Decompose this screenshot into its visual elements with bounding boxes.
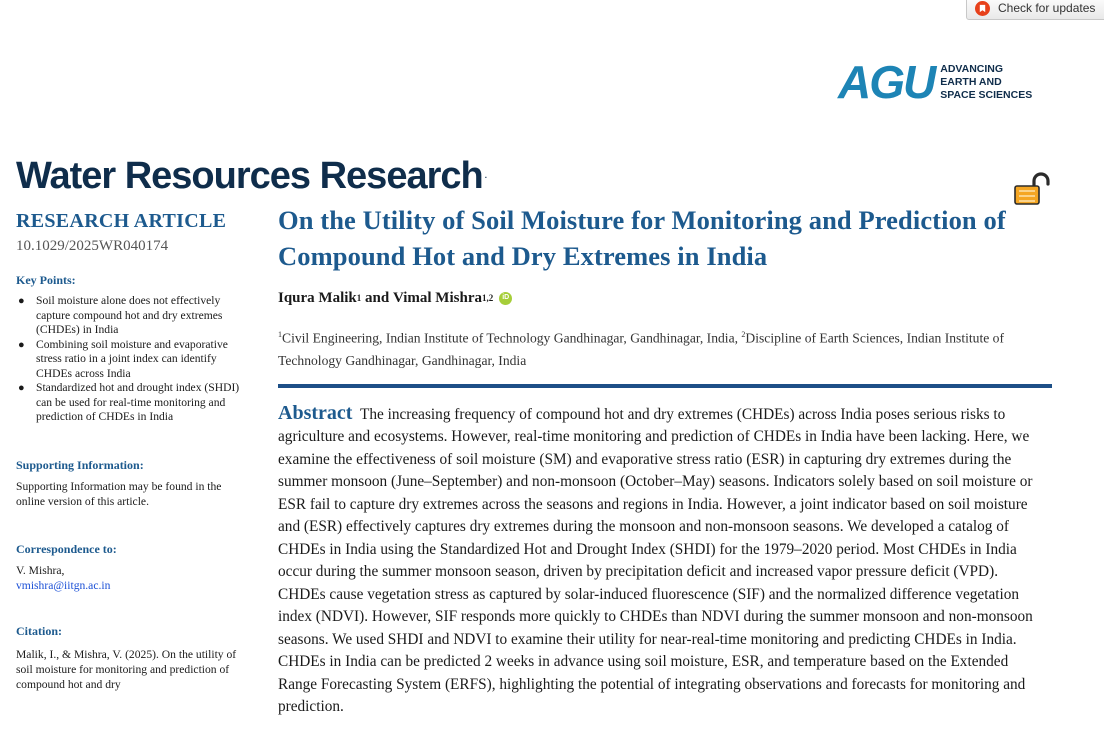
main-content: [278, 202, 1054, 719]
key-point-text: Soil moisture alone does not effectively capture compound hot and dry extremes (CHDEs) in India: [36, 294, 223, 336]
open-lock-icon: [1014, 172, 1054, 206]
key-points-list: [16, 294, 248, 425]
author-name[interactable]: Iqura Malik: [278, 290, 357, 306]
affiliation-text: Discipline of Earth Sciences, Indian Institute of Technology Gandhinagar, Gandhinagar, India: [278, 330, 1005, 368]
affiliation-mark: 2: [741, 330, 746, 339]
supporting-info-heading: Supporting Information:: [16, 457, 144, 472]
supporting-info-text: Supporting Information may be found in the online version of this article.: [16, 479, 222, 508]
key-points-heading: Key Points:: [16, 273, 76, 287]
article-type: RESEARCH ARTICLE: [16, 210, 227, 232]
bullet-icon: ●: [18, 295, 25, 307]
affiliation-mark: 1: [278, 330, 282, 339]
orcid-icon[interactable]: iD: [499, 292, 512, 305]
author-line: [278, 288, 1054, 308]
correspondence-email-link[interactable]: vmishra@iitgn.ac.in: [16, 578, 111, 592]
check-updates-label: Check for updates: [998, 1, 1096, 15]
author-connector: and: [365, 290, 390, 306]
affiliation-text: Civil Engineering, Indian Institute of Technology Gandhinagar, Gandhinagar, India,: [282, 330, 739, 346]
agu-logo: [838, 58, 1040, 106]
abstract-text: The increasing frequency of compound hot and dry extremes (CHDEs) across India poses serious risks to agriculture and ecosystems. However, real-time monitoring and prediction of CHDEs in India have been lacking. Here, we examine the effectiveness of soil moisture (SM) and evaporative stress ratio (ESR) in capturing dry extremes during the summer monsoon (June–September) and non-monsoon (October–May) seasons. Indicators solely based on soil moisture or ESR fail to capture dry extremes across the seasons and regions in India. However, a joint indicator based on soil moisture and (ESR) effectively captures dry extremes during the monsoon and non-monsoon seasons. We developed a catalog of CHDEs in India using the Standardized Hot and Drought Index (SHDI) for the 1979–2020 period. Most CHDEs in India occur during the summer monsoon season, driven by precipitation deficit and increased vapor pressure deficit (VPD). CHDEs cause vegetation stress as captured by solar-induced fluorescence (SIF) and the normalized difference vegetation index (NDVI). However, SIF responds more quickly to CHDEs than NDVI during the summer monsoon and non-monsoon seasons. We used SHDI and NDVI to examine their utility for near-real-time monitoring and predicting CHDEs in India. CHDEs in India can be predicted 2 weeks in advance using soil moisture, ESR, and temperature based on the Extended Range Forecasting System (ERFS), highlighting the potential of integrating observations and forecasts for monitoring and prediction.: [278, 405, 1033, 716]
agu-tagline-line: SPACE SCIENCES: [940, 88, 1033, 101]
journal-title: [16, 152, 486, 200]
author-affiliation-mark: 1,2: [481, 293, 494, 303]
doi[interactable]: 10.1029/2025WR040174: [16, 238, 169, 254]
affiliations: [278, 324, 1040, 372]
journal-title-mark: .: [484, 171, 486, 180]
key-point-text: Standardized hot and drought index (SHDI) can be used for real-time monitoring and prediction of CHDEs in India: [36, 381, 240, 423]
check-updates-button[interactable]: [966, 0, 1104, 20]
sidebar: [16, 208, 248, 692]
check-updates-icon: [975, 1, 990, 16]
agu-logo-tagline: [940, 63, 1040, 102]
bullet-icon: ●: [18, 338, 25, 351]
author-name[interactable]: Vimal Mishra: [392, 290, 482, 306]
key-point-item: [16, 381, 248, 425]
abstract: [278, 402, 1046, 719]
correspondence-heading: Correspondence to:: [16, 541, 117, 556]
abstract-heading: Abstract: [278, 401, 353, 424]
bullet-icon: ●: [18, 382, 25, 394]
citation-text: Malik, I., & Mishra, V. (2025). On the utility of soil moisture for monitoring and prediction of compound hot and dry: [16, 647, 237, 691]
key-point-item: [16, 338, 248, 382]
journal-title-text: Water Resources Research: [16, 155, 483, 197]
agu-logo-word: AGU: [838, 56, 935, 108]
citation-heading: Citation:: [16, 623, 62, 638]
correspondence-name: V. Mishra,: [16, 563, 65, 577]
section-divider: [278, 384, 1052, 388]
agu-tagline-line: EARTH AND: [940, 75, 1002, 88]
key-point-item: [16, 294, 248, 338]
agu-tagline-line: ADVANCING: [940, 62, 1004, 75]
author-affiliation-mark: 1: [356, 293, 362, 303]
article-title: On the Utility of Soil Moisture for Monitoring and Prediction of Compound Hot and Dry Extremes in India: [278, 205, 1006, 271]
key-point-text: Combining soil moisture and evaporative stress ratio in a joint index can identify CHDEs across India: [36, 337, 228, 380]
